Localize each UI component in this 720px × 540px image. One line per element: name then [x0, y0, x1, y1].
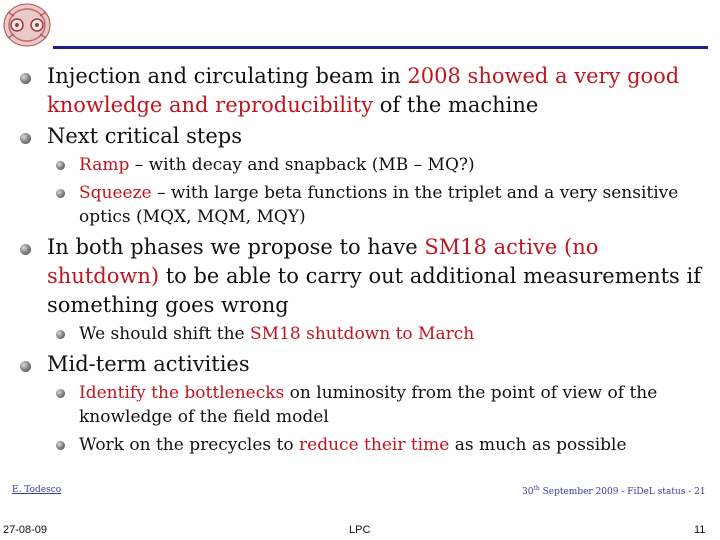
bullet-text: of the machine [373, 93, 539, 117]
highlighted-text: Ramp [79, 155, 130, 175]
bullet-item [20, 62, 710, 120]
bullet-text: Work on the precycles to [79, 435, 300, 455]
highlighted-text: Squeeze [79, 183, 152, 203]
bullet-text: to be able to carry out additional measurements if something goes wrong [47, 264, 701, 317]
bullet-text: as much as possible [449, 435, 627, 455]
bullet-text: – with decay and snapback (MB – MQ?) [129, 155, 475, 175]
bullet-icon [20, 244, 31, 255]
bullet-item [20, 122, 710, 151]
bullet-icon [20, 361, 31, 372]
bullet-icon [56, 441, 65, 450]
bullet-icon [20, 73, 31, 84]
sub-bullet-item [20, 381, 710, 429]
bullet-icon [56, 389, 65, 398]
bullet-text: In both phases we propose to have [47, 235, 425, 259]
bullet-item [20, 233, 710, 320]
highlighted-text: Identify the bottlenecks [79, 383, 285, 403]
highlighted-text: reduce their time [299, 435, 450, 455]
bullet-text: Next critical steps [47, 124, 242, 148]
bullet-text: Mid-term activities [47, 352, 250, 376]
lhc-logo [2, 2, 52, 48]
sub-bullet-item [20, 433, 710, 457]
slide-number: 11 [694, 524, 706, 536]
bullet-icon [56, 330, 65, 339]
bullet-icon [56, 161, 65, 170]
magnet-cross-section-icon [2, 2, 52, 48]
highlighted-text: SM18 shutdown to March [250, 324, 475, 344]
footer-date: 27-08-09 [3, 524, 48, 536]
highlighted-text: SM18 active (no shutdown) [47, 235, 599, 288]
highlighted-text: 2008 showed a very good knowledge and reproducibility [47, 64, 680, 117]
sub-bullet-item [20, 181, 710, 229]
footer-right-note: 30th September 2009 - FiDeL status - 21 [522, 485, 706, 497]
sub-bullet-item [20, 153, 710, 177]
bullet-text: on luminosity from the point of view of the knowledge of the field model [79, 383, 658, 427]
bullet-icon [20, 133, 31, 144]
sub-bullet-item [20, 322, 710, 346]
bullet-text: Injection and circulating beam in [47, 64, 408, 88]
bullet-text: – with large beta functions in the triplet and a very sensitive optics (MQX, MQM, MQY) [79, 183, 679, 227]
footer-center: LPC [349, 524, 371, 536]
slide-content [20, 62, 710, 461]
title-rule [53, 46, 708, 49]
bullet-icon [56, 189, 65, 198]
footer-author: E. Todesco [12, 485, 62, 495]
bullet-item [20, 350, 710, 379]
bullet-text: We should shift the [79, 324, 251, 344]
